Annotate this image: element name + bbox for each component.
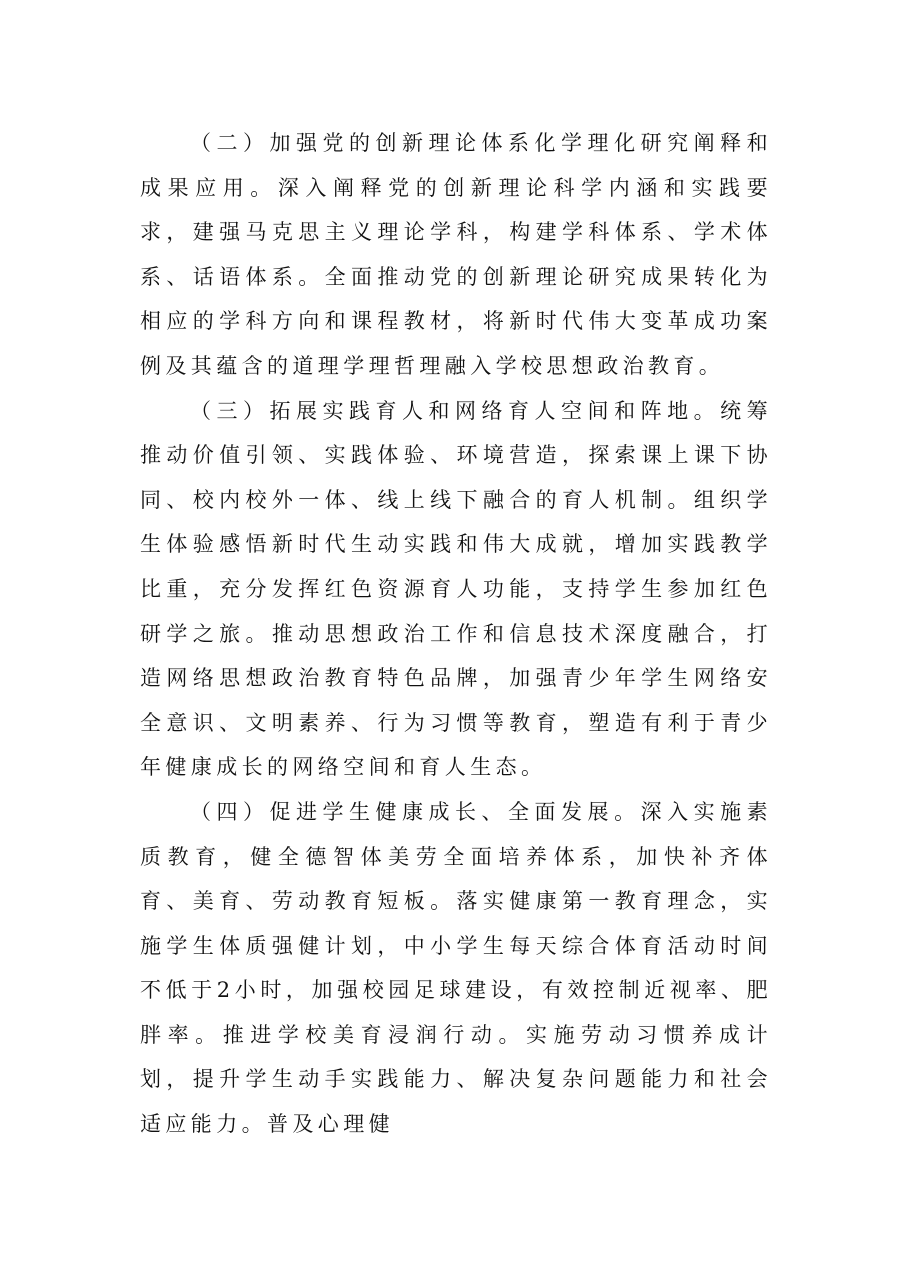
- paragraph-3: （三）拓展实践育人和网络育人空间和阵地。统筹推动价值引领、实践体验、环境营造，探索课上课下协同、校内校外一体、线上线下融合的育人机制。组织学生体验感悟新时代生动实践和伟大成就，增加实践教学比重，充分发挥红色资源育人功能，支持学生参加红色研学之旅。推动思想政治工作和信息技术深度融合，打造网络思想政治教育特色品牌，加强青少年学生网络安全意识、文明素养、行为习惯等教育，塑造有利于青少年健康成长的网络空间和育人生态。: [140, 398, 772, 780]
- paragraph-4: （四）促进学生健康成长、全面发展。深入实施素质教育，健全德智体美劳全面培养体系，加快补齐体育、美育、劳动教育短板。落实健康第一教育理念，实施学生体质强健计划，中小学生每天综合体育活动时间不低于2小时，加强校园足球建设，有效控制近视率、肥胖率。推进学校美育浸润行动。实施劳动习惯养成计划，提升学生动手实践能力、解决复杂问题能力和社会适应能力。普及心理健: [140, 799, 772, 1137]
- document-body: [140, 121, 772, 1147]
- paragraph-2: （二）加强党的创新理论体系化学理化研究阐释和成果应用。深入阐释党的创新理论科学内涵和实践要求，建强马克思主义理论学科，构建学科体系、学术体系、话语体系。全面推动党的创新理论研究成果转化为相应的学科方向和课程教材，将新时代伟大变革成功案例及其蕴含的道理学理哲理融入学校思想政治教育。: [140, 131, 772, 378]
